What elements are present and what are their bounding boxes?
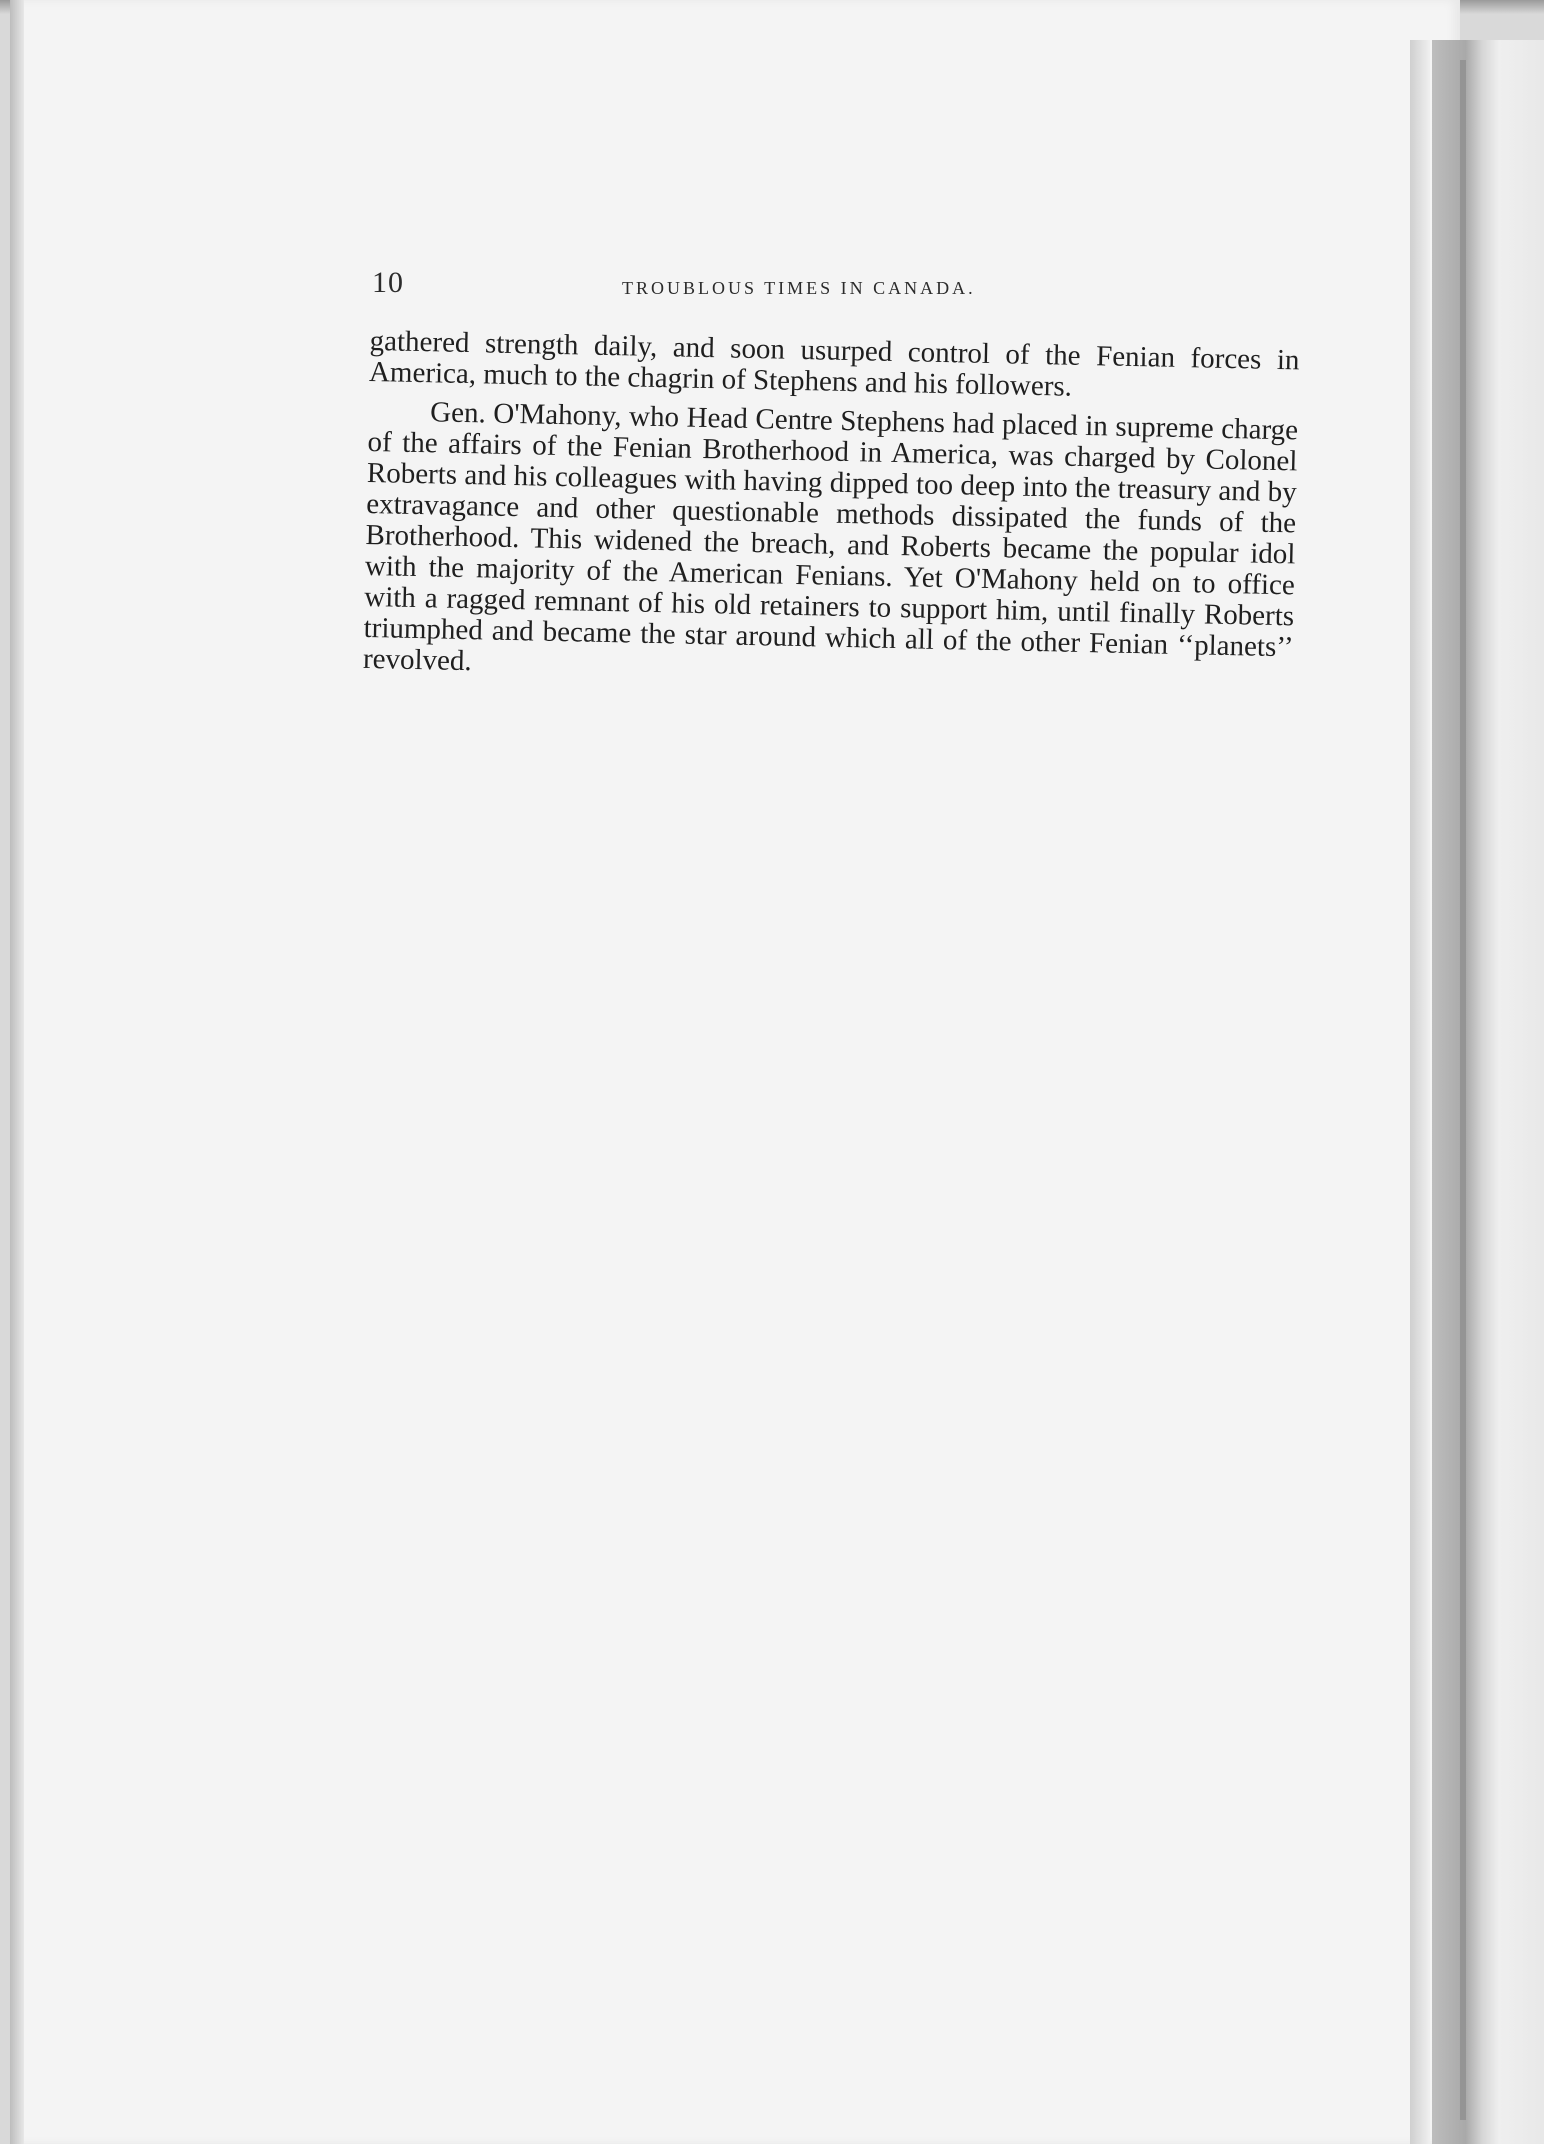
page-header	[372, 266, 1302, 306]
page-sheet	[10, 0, 1460, 2144]
body-text	[363, 326, 1300, 702]
running-head: TROUBLOUS TIMES IN CANADA.	[622, 278, 976, 298]
page-right-edge	[1410, 40, 1430, 2144]
page-left-edge	[10, 0, 24, 2144]
page-number: 10	[372, 266, 404, 299]
adjacent-page-edge	[1432, 40, 1544, 2144]
paragraph-omahony: Gen. O'Mahony, who Head Centre Stephens had placed in supreme charge of the affairs of the Fenian Brotherhood in America, was charged by Colonel Roberts and his colleagues with having dipped too deep into the treasury and by extravagance and other questionable methods dissipated the funds of the Brotherhood. This widened the breach, and Roberts became the popular idol with the majority of the American Fenians. Yet O'Mahony held on to office with a ragged remnant of his old retainers to support him, until finally Roberts triumphed and became the star around which all of the other Fenian ‘‘planets’’ revolved.	[362, 396, 1299, 678]
paragraph-continued: gathered strength daily, and soon usurped control of the Fenian forces in America, much to the chagrin of Stephens and his followers.	[368, 325, 1300, 403]
book-cover-edge-line	[1460, 60, 1466, 2120]
